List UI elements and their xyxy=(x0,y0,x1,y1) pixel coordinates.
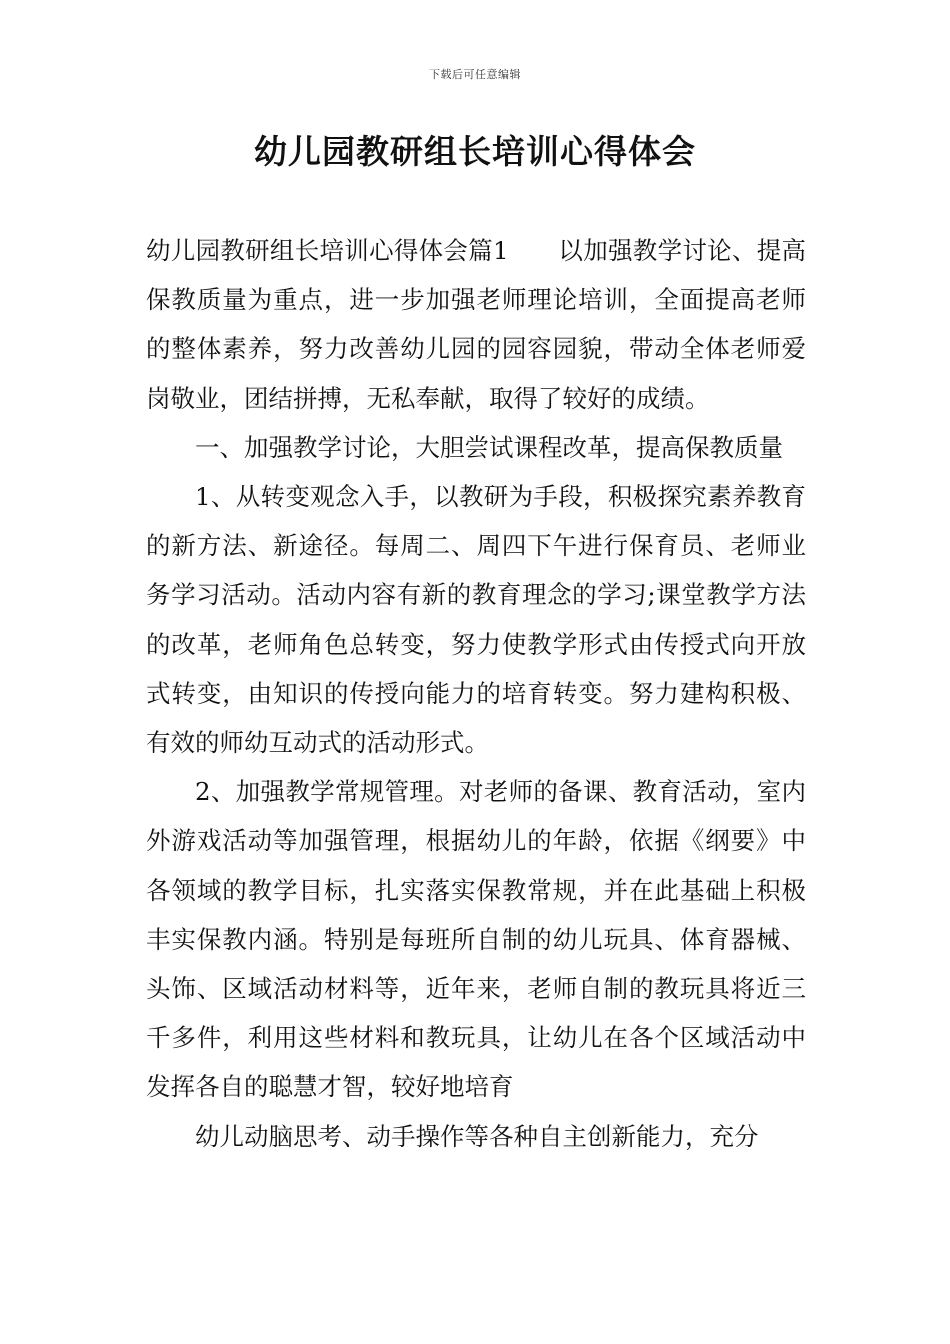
document-title: 幼儿园教研组长培训心得体会 xyxy=(254,132,696,171)
paragraph-item-1: 1、从转变观念入手，以教研为手段，积极探究素养教育的新方法、新途径。每周二、周四下午进行保育员、老师业务学习活动。活动内容有新的教育理念的学习;课堂教学方法的改革，老师角色总转变，努力使教学形式由传授式向开放式转变，由知识的传授向能力的培育转变。努力建构积极、有效的师幼互动式的活动形式。 xyxy=(146,482,806,758)
paragraph-continuation: 幼儿动脑思考、动手操作等各种自主创新能力，充分 xyxy=(195,1121,759,1151)
paragraph-intro: 幼儿园教研组长培训心得体会篇1 以加强教学讨论、提高保教质量为重点，进一步加强老师理论培训，全面提高老师的整体素养，努力改善幼儿园的园容园貌，带动全体老师爱岗敬业，团结拼搏，无私奉献，取得了较好的成绩。 xyxy=(146,236,806,413)
paragraph-section-heading: 一、加强教学讨论，大胆尝试课程改革，提高保教质量 xyxy=(195,432,783,462)
paragraph-item-2: 2、加强教学常规管理。对老师的备课、教育活动，室内外游戏活动等加强管理，根据幼儿的年龄，依据《纲要》中各领域的教学目标，扎实落实保教常规，并在此基础上积极丰实保教内涵。特别是每班所自制的幼儿玩具、体育器械、头饰、区域活动材料等，近年来，老师自制的教玩具将近三千多件，利用这些材料和教玩具，让幼儿在各个区域活动中发挥各自的聪慧才智，较好地培育 xyxy=(146,777,806,1102)
document-body xyxy=(146,226,806,1161)
header-note: 下载后可任意编辑 xyxy=(429,68,521,81)
